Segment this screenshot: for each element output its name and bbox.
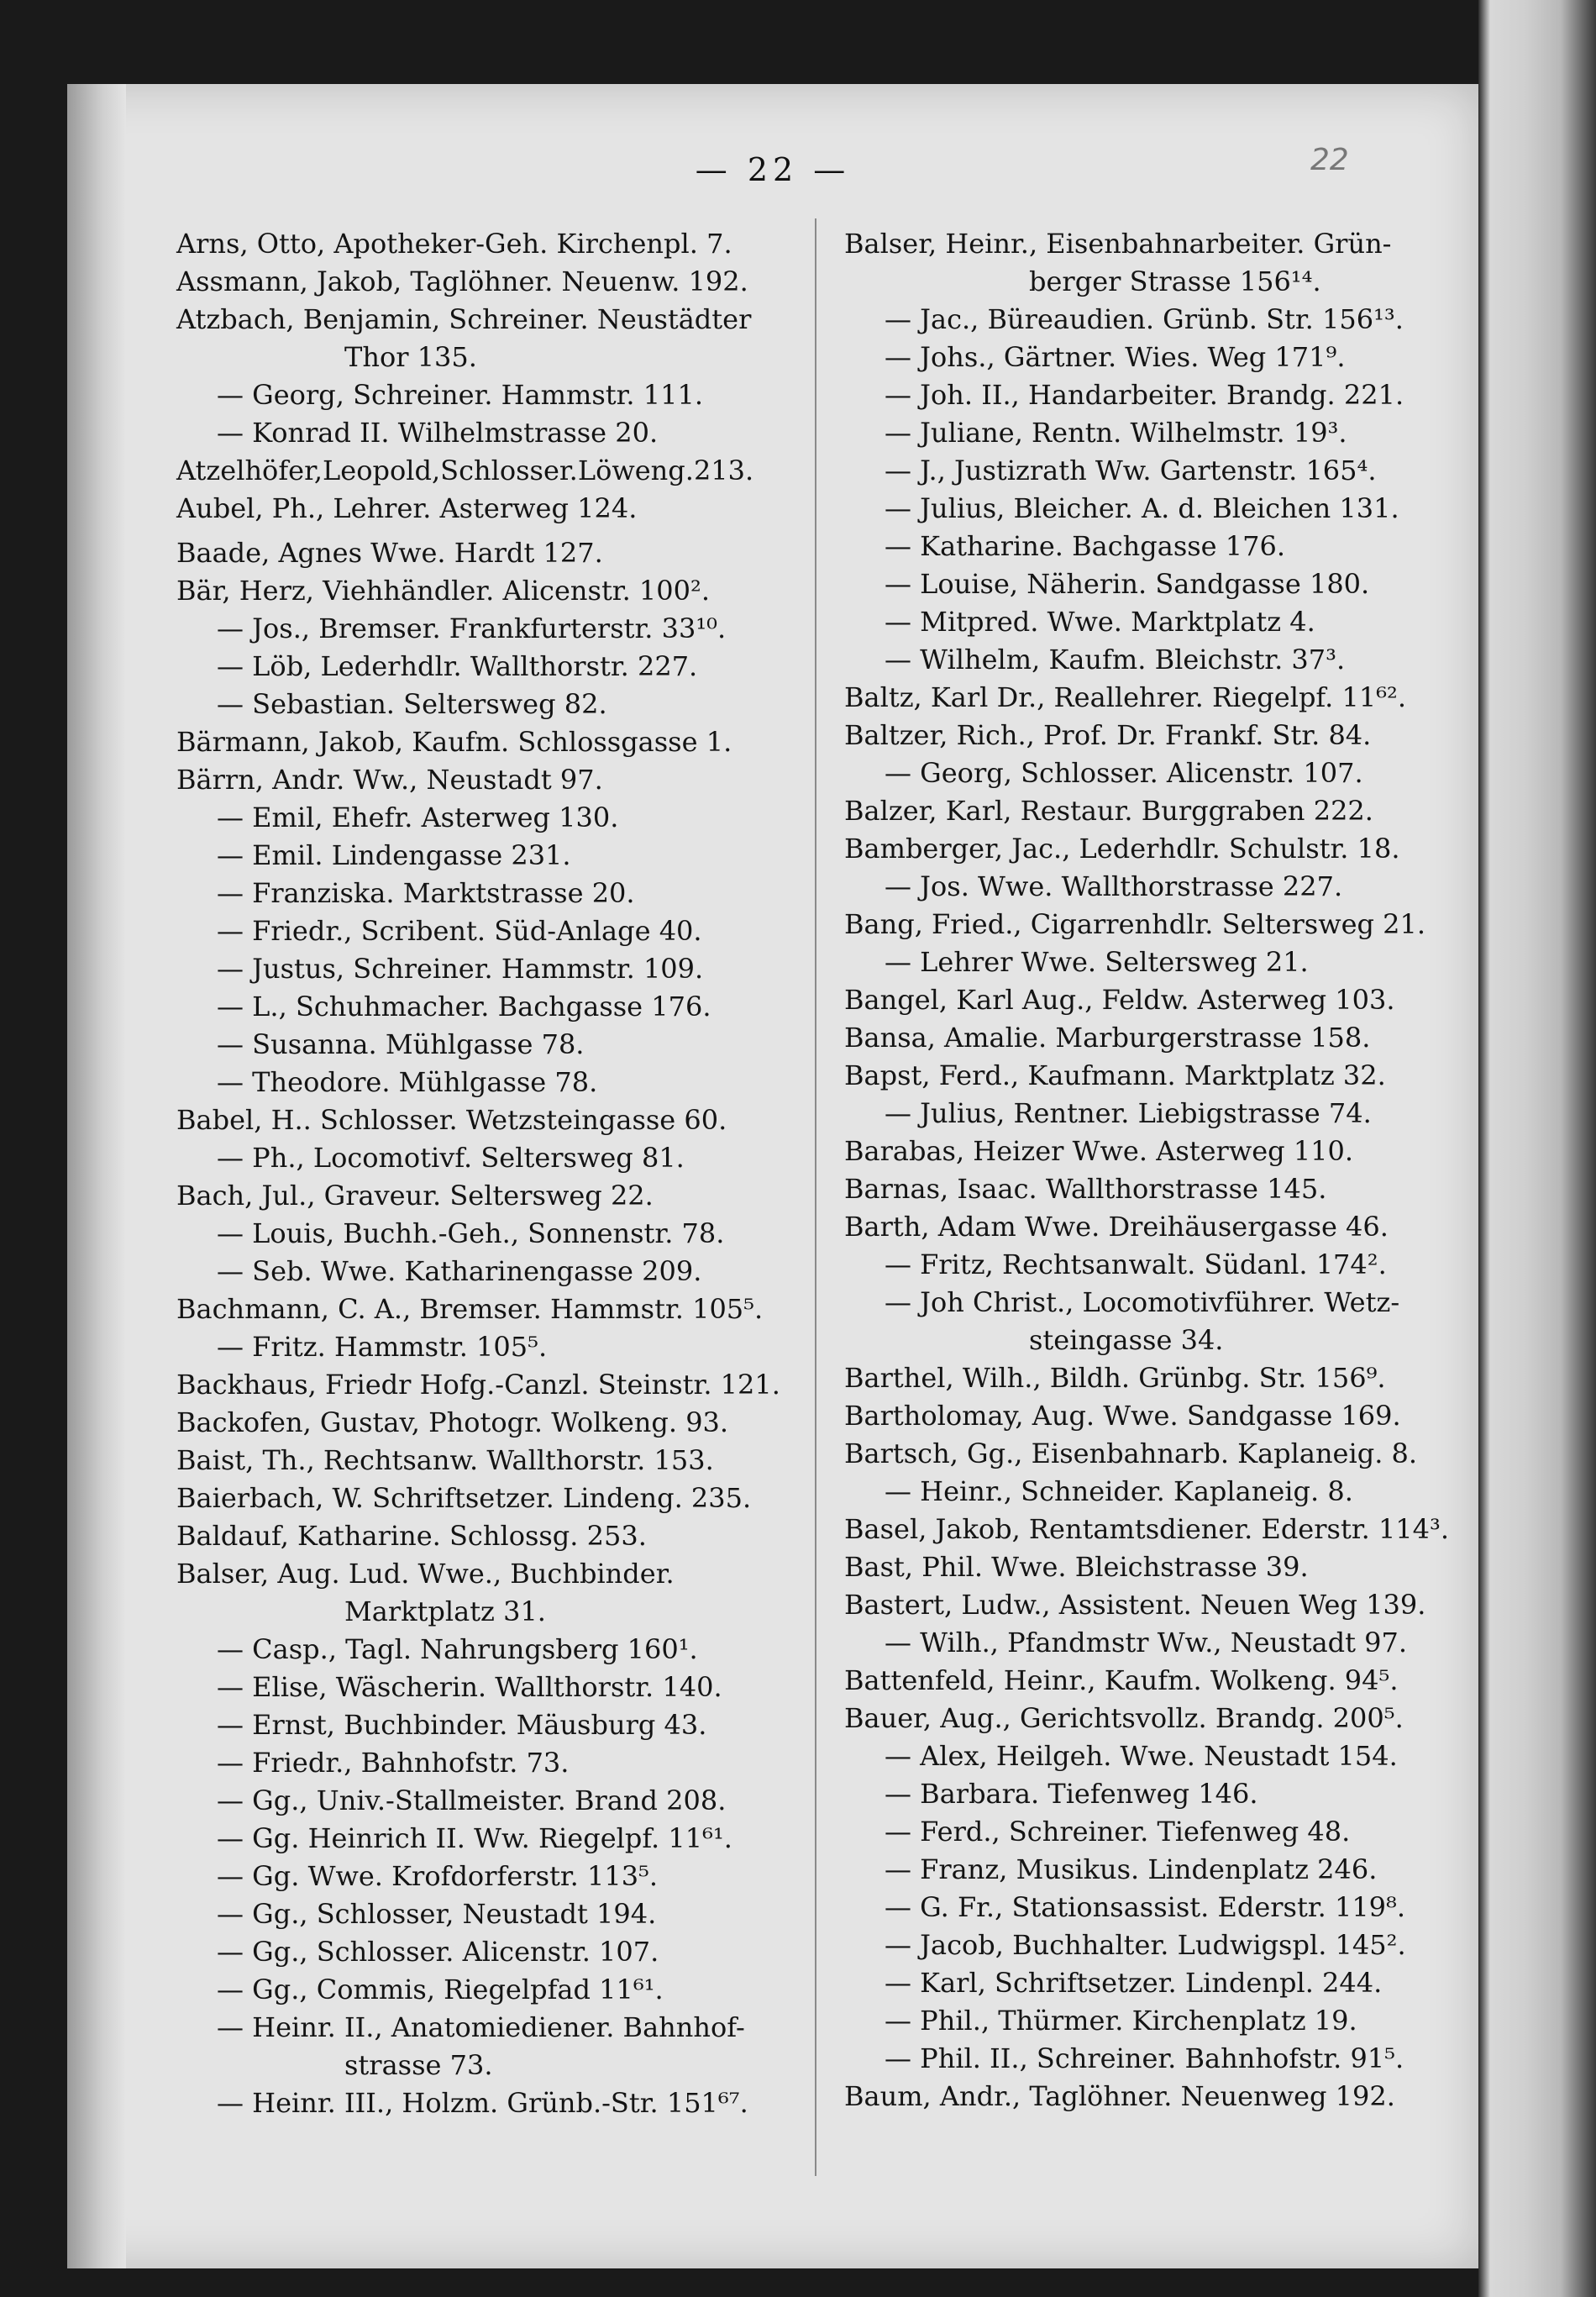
list-item: — Heinr. II., Anatomiediener. Bahnhof- [217,2011,745,2043]
list-item-continuation: strasse 73. [344,2049,493,2081]
list-item: Bärmann, Jakob, Kaufm. Schlossgasse 1. [176,726,732,758]
list-item: — Justus, Schreiner. Hammstr. 109. [217,953,704,985]
list-item: — Julius, Bleicher. A. d. Bleichen 131. [885,492,1399,524]
list-item: — Wilh., Pfandmstr Ww., Neustadt 97. [885,1627,1408,1658]
list-item: Assmann, Jakob, Taglöhner. Neuenw. 192. [176,265,748,297]
list-item: Backhaus, Friedr Hofg.-Canzl. Steinstr. 121. [176,1369,780,1401]
list-item: — Katharine. Bachgasse 176. [885,530,1286,562]
list-item: — Mitpred. Wwe. Marktplatz 4. [885,606,1315,638]
page-number: — 22 — [695,151,851,188]
list-item: Barth, Adam Wwe. Dreihäusergasse 46. [844,1211,1389,1243]
list-item: Babel, H.. Schlosser. Wetzsteingasse 60. [176,1104,727,1136]
list-item: Bansa, Amalie. Marburgerstrasse 158. [844,1022,1371,1054]
list-item: Balser, Heinr., Eisenbahnarbeiter. Grün- [844,228,1392,260]
page-binding-shadow [67,84,126,2268]
list-item: Baade, Agnes Wwe. Hardt 127. [176,537,603,569]
list-item: — Emil, Ehefr. Asterweg 130. [217,802,619,833]
list-item: — Fritz, Rechtsanwalt. Südanl. 174². [885,1248,1387,1280]
list-item: Baltz, Karl Dr., Reallehrer. Riegelpf. 11⁶². [844,681,1407,713]
list-item: — Georg, Schlosser. Alicenstr. 107. [885,757,1363,789]
list-item: — Karl, Schriftsetzer. Lindenpl. 244. [885,1967,1383,1999]
list-item: — Jos., Bremser. Frankfurterstr. 33¹⁰. [217,612,727,644]
list-item: Baierbach, W. Schriftsetzer. Lindeng. 235. [176,1482,752,1514]
list-item: Baldauf, Katharine. Schlossg. 253. [176,1520,647,1552]
list-item: Bapst, Ferd., Kaufmann. Marktplatz 32. [844,1059,1386,1091]
list-item: — Franziska. Marktstrasse 20. [217,877,635,909]
list-item-continuation: Thor 135. [344,341,477,373]
list-item: — Jacob, Buchhalter. Ludwigspl. 145². [885,1929,1406,1961]
list-item: — Susanna. Mühlgasse 78. [217,1028,585,1060]
list-item: — Barbara. Tiefenweg 146. [885,1778,1258,1810]
list-item: — Julius, Rentner. Liebigstrasse 74. [885,1097,1372,1129]
list-item: Baist, Th., Rechtsanw. Wallthorstr. 153. [176,1444,714,1476]
list-item: — Gg. Wwe. Krofdorferstr. 113⁵. [217,1860,659,1892]
list-item: — Joh. II., Handarbeiter. Brandg. 221. [885,379,1404,411]
right-column [844,225,1453,2116]
list-item: — Heinr. III., Holzm. Grünb.-Str. 151⁶⁷. [217,2087,748,2119]
list-item: Bärrn, Andr. Ww., Neustadt 97. [176,764,603,796]
list-item: — Jos. Wwe. Wallthorstrasse 227. [885,870,1343,902]
list-item: — Louis, Buchh.-Geh., Sonnenstr. 78. [217,1217,725,1249]
left-column [176,225,802,2122]
list-item: — Phil. II., Schreiner. Bahnhofstr. 91⁵. [885,2042,1404,2074]
list-item: — Ernst, Buchbinder. Mäusburg 43. [217,1709,707,1741]
list-item: — Alex, Heilgeh. Wwe. Neustadt 154. [885,1740,1398,1772]
list-item: — Friedr., Bahnhofstr. 73. [217,1747,570,1779]
list-item: Bär, Herz, Viehhändler. Alicenstr. 100². [176,575,710,607]
list-item: Barthel, Wilh., Bildh. Grünbg. Str. 156⁹. [844,1362,1386,1394]
list-item: — Seb. Wwe. Katharinengasse 209. [217,1255,702,1287]
column-divider [815,218,816,2176]
list-item: Atzbach, Benjamin, Schreiner. Neustädter [176,303,752,335]
list-item: — Sebastian. Seltersweg 82. [217,688,607,720]
list-item: — Ferd., Schreiner. Tiefenweg 48. [885,1816,1351,1848]
list-item: — Fritz. Hammstr. 105⁵. [217,1331,548,1363]
list-item: Baum, Andr., Taglöhner. Neuenweg 192. [844,2080,1395,2112]
list-item: — Gg., Univ.-Stallmeister. Brand 208. [217,1785,727,1816]
list-item: Bast, Phil. Wwe. Bleichstrasse 39. [844,1551,1309,1583]
list-item: — Louise, Näherin. Sandgasse 180. [885,568,1370,600]
list-item: Battenfeld, Heinr., Kaufm. Wolkeng. 94⁵. [844,1664,1399,1696]
list-item: Bach, Jul., Graveur. Seltersweg 22. [176,1180,654,1212]
list-item: — Jac., Büreaudien. Grünb. Str. 156¹³. [885,303,1404,335]
list-item: Bang, Fried., Cigarrenhdlr. Seltersweg 21. [844,908,1426,940]
list-item: — Juliane, Rentn. Wilhelmstr. 19³. [885,417,1347,449]
list-item: — Joh Christ., Locomotivführer. Wetz- [885,1286,1400,1318]
list-item: — Gg. Heinrich II. Ww. Riegelpf. 11⁶¹. [217,1822,732,1854]
list-item: Balser, Aug. Lud. Wwe., Buchbinder. [176,1558,675,1590]
list-item: — Franz, Musikus. Lindenplatz 246. [885,1853,1378,1885]
list-item: Bamberger, Jac., Lederhdlr. Schulstr. 18. [844,833,1400,865]
directory-page [67,84,1478,2268]
list-item: — Gg., Commis, Riegelpfad 11⁶¹. [217,1974,664,2005]
list-item: Barnas, Isaac. Wallthorstrasse 145. [844,1173,1327,1205]
list-item: — Löb, Lederhdlr. Wallthorstr. 227. [217,650,698,682]
list-item-continuation: berger Strasse 156¹⁴. [1029,265,1321,297]
list-item: Basel, Jakob, Rentamtsdiener. Ederstr. 114³. [844,1513,1450,1545]
list-item: Bastert, Ludw., Assistent. Neuen Weg 139. [844,1589,1426,1621]
list-item: — Gg., Schlosser, Neustadt 194. [217,1898,657,1930]
list-item-continuation: steingasse 34. [1029,1324,1224,1356]
list-item: — Georg, Schreiner. Hammstr. 111. [217,379,703,411]
list-item: — Phil., Thürmer. Kirchenplatz 19. [885,2005,1357,2037]
list-item: — Lehrer Wwe. Seltersweg 21. [885,946,1309,978]
list-item: — Friedr., Scribent. Süd-Anlage 40. [217,915,702,947]
list-item: — Wilhelm, Kaufm. Bleichstr. 37³. [885,644,1346,675]
list-item: — Johs., Gärtner. Wies. Weg 171⁹. [885,341,1346,373]
list-item: — Casp., Tagl. Nahrungsberg 160¹. [217,1633,698,1665]
list-item: Bartsch, Gg., Eisenbahnarb. Kaplaneig. 8. [844,1438,1418,1469]
pencil-page-mark: 22 [1310,143,1349,177]
list-item: — Emil. Lindengasse 231. [217,839,571,871]
list-item: — Gg., Schlosser. Alicenstr. 107. [217,1936,659,1968]
list-item: — Elise, Wäscherin. Wallthorstr. 140. [217,1671,722,1703]
list-item: Bangel, Karl Aug., Feldw. Asterweg 103. [844,984,1395,1016]
list-item: Arns, Otto, Apotheker-Geh. Kirchenpl. 7. [176,228,732,260]
list-item: Atzelhöfer,Leopold,Schlosser.Löweng.213. [176,455,754,486]
book-edge [1478,0,1596,2297]
list-item: Bauer, Aug., Gerichtsvollz. Brandg. 200⁵. [844,1702,1404,1734]
list-item: Barabas, Heizer Wwe. Asterweg 110. [844,1135,1354,1167]
list-item: — G. Fr., Stationsassist. Ederstr. 119⁸. [885,1891,1406,1923]
list-item: Balzer, Karl, Restaur. Burggraben 222. [844,795,1373,827]
list-item-continuation: Marktplatz 31. [344,1595,546,1627]
list-item: Baltzer, Rich., Prof. Dr. Frankf. Str. 84. [844,719,1372,751]
list-item: Bartholomay, Aug. Wwe. Sandgasse 169. [844,1400,1401,1432]
list-item: Backofen, Gustav, Photogr. Wolkeng. 93. [176,1406,729,1438]
list-item: — L., Schuhmacher. Bachgasse 176. [217,991,711,1022]
list-item: — Theodore. Mühlgasse 78. [217,1066,598,1098]
list-item: — Konrad II. Wilhelmstrasse 20. [217,417,659,449]
list-item: Aubel, Ph., Lehrer. Asterweg 124. [176,492,638,524]
list-item: — Ph., Locomotivf. Seltersweg 81. [217,1142,685,1174]
list-item: Bachmann, C. A., Bremser. Hammstr. 105⁵. [176,1293,764,1325]
list-item: — J., Justizrath Ww. Gartenstr. 165⁴. [885,455,1377,486]
list-item: — Heinr., Schneider. Kaplaneig. 8. [885,1475,1353,1507]
